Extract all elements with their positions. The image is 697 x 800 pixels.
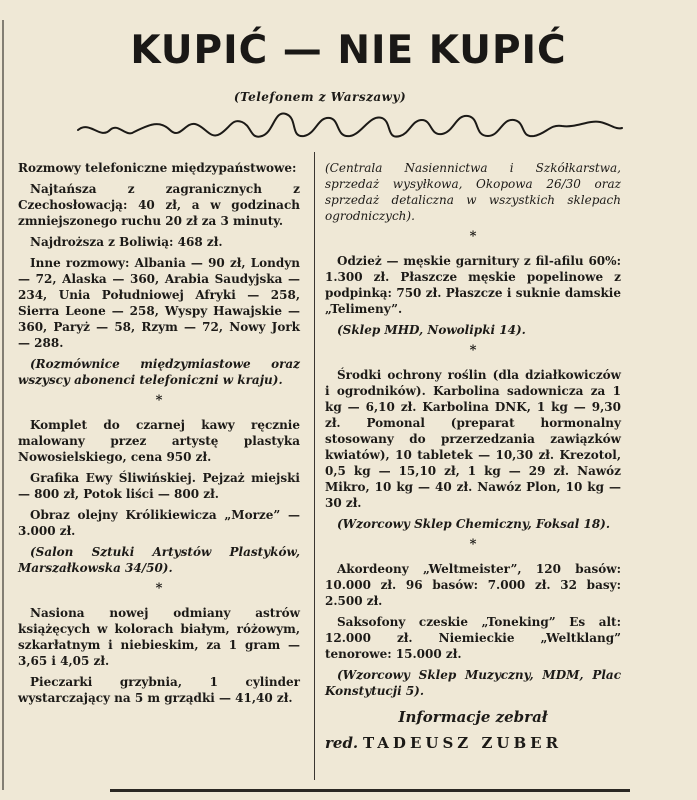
saxophones-item: Saksofony czeskie „Toneking” Es alt: 12.000 zł. Niemieckie „Weltklang” tenorowe: 15.000 zł. (325, 615, 621, 661)
calls-note: (Rozmównice międzymiastowe oraz wszyscy abonenci telefoniczni w kraju). (18, 357, 300, 387)
seeds-item: Nasiona nowej odmiany astrów książęcych w kolorach białym, różowym, szkarłatnym i niebieskim, za 1 gram — 3,65 i 4,05 zł. (18, 606, 300, 668)
headline: KUPIĆ — NIE KUPIĆ (130, 28, 567, 73)
plant-protection-source: (Wzorcowy Sklep Chemiczny, Foksal 18). (337, 517, 611, 531)
section-separator: * (155, 581, 163, 596)
author-prefix: red. (325, 734, 359, 752)
section-separator: * (469, 537, 477, 552)
left-margin-rule (2, 20, 4, 790)
calls-heading: Rozmowy telefoniczne międzypaństwowe: (18, 161, 297, 175)
section-separator: * (155, 393, 163, 408)
music-source: (Wzorcowy Sklep Muzyczny, MDM, Plac Konstytucji 5). (325, 668, 621, 698)
decorative-squiggle (70, 100, 630, 150)
calls-most-expensive: Najdroższa z Boliwią: 468 zł. (30, 235, 223, 249)
garden-source: (Centrala Nasiennictwa i Szkółkarstwa, sprzedaż wysyłkowa, Okopowa 26/30 oraz sprzedaż detaliczna w wszystkich sklepach ogrodniczych). (325, 161, 621, 223)
left-column (18, 160, 300, 711)
accordions-item: Akordeony „Weltmeister”, 120 basów: 10.000 zł. 96 basów: 7.000 zł. 32 basy: 2.500 zł. (325, 562, 621, 608)
byline: (Telefonem z Warszawy) (233, 90, 407, 104)
calls-other-rates: Inne rozmowy: Albania — 90 zł, Londyn — 72, Alaska — 360, Arabia Saudyjska — 234, Unia Południowej Afryki — 258, Sierra Leone — 258, Wyspy Hawajskie — 360, Paryż — 58, Rzym — 72, Nowy Jork — 288. (18, 256, 300, 350)
mushroom-item: Pieczarki grzybnia, 1 cylinder wystarczający na 5 m grządki — 41,40 zł. (18, 675, 300, 705)
clothing-item: Odzież — męskie garnitury z fil-afilu 60%: 1.300 zł. Płaszcze męskie popelinowe z podpinką: 750 zł. Płaszcze i suknie damskie „Telimeny”. (325, 254, 621, 316)
column-divider (314, 152, 315, 780)
author-line (325, 735, 621, 751)
signoff: Informacje zebrał (398, 708, 548, 726)
bottom-rule (110, 789, 630, 792)
right-column (325, 160, 621, 751)
clothing-source: (Sklep MHD, Nowolipki 14). (337, 323, 526, 337)
section-separator: * (469, 343, 477, 358)
painting-item: Obraz olejny Królikiewicza „Morze” — 3.000 zł. (18, 508, 300, 538)
coffee-set-item: Komplet do czarnej kawy ręcznie malowany przez artystę plastyka Nowosielskiego, cena 950 zł. (18, 418, 300, 464)
section-separator: * (469, 229, 477, 244)
art-source: (Salon Sztuki Artystów Plastyków, Marszałkowska 34/50). (18, 545, 300, 575)
graphics-item: Grafika Ewy Śliwińskiej. Pejzaż miejski — 800 zł, Potok liści — 800 zł. (18, 471, 300, 501)
plant-protection-item: Środki ochrony roślin (dla działkowiczów i ogrodników). Karbolina sadownicza za 1 kg — 6,10 zł. Karbolina DNK, 1 kg — 9,30 zł. Pomonal (preparat hormonalny stosowany do przerzedzania zawiązków kwiatów), 10 tabletek — 10,30 zł. Krezotol, 0,5 kg — 15,10 zł, 1 kg — 29 zł. Nawóz Mikro, 10 kg — 40 zł. Nawóz Plon, 10 kg — 30 zł. (325, 368, 621, 510)
calls-cheapest: Najtańsza z zagranicznych z Czechosłowacją: 40 zł, a w godzinach zmniejszonego ruchu 20 zł za 3 minuty. (18, 182, 300, 228)
author-name: TADEUSZ ZUBER (362, 734, 563, 752)
